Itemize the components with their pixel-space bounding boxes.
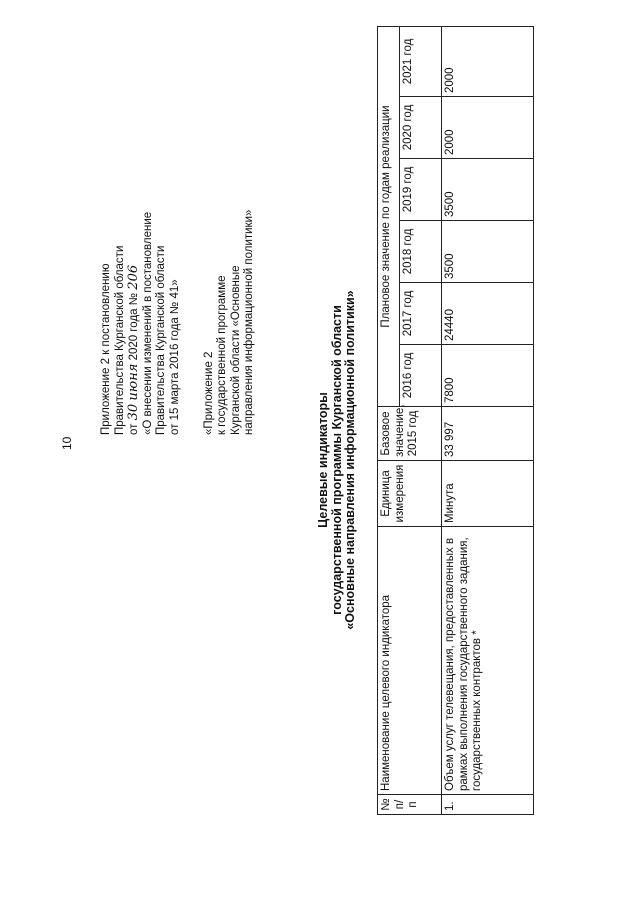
reference-line: к государственной программе [216, 275, 229, 435]
appendix-date-line [127, 5, 142, 435]
row-indicator-name: Объем услуг телевещания, предоставленных в рамках выполнения государственного задания, государственных контрактов * [442, 527, 534, 795]
handwritten-day: 30 [126, 403, 142, 421]
appendix-line: от 15 марта 2016 года № 41» [168, 279, 181, 435]
header-year: 2017 год [400, 283, 442, 345]
handwritten-number: 206 [126, 264, 142, 290]
header-year: 2018 год [400, 221, 442, 283]
appendix-header [100, 5, 257, 435]
row-value-2019: 3500 [442, 159, 534, 221]
handwritten-month: июня [126, 363, 142, 401]
indicators-table [377, 26, 534, 815]
row-value-2020: 2000 [442, 97, 534, 159]
row-base-value: 33 997 [442, 407, 534, 461]
header-name: Наименование целевого индикатора [378, 527, 442, 795]
row-value-2021: 2000 [442, 26, 534, 96]
row-value-2017: 24440 [442, 283, 534, 345]
date-year: 2020 года № [128, 292, 141, 361]
row-unit: Минута [442, 461, 534, 527]
header-year: 2021 год [400, 26, 442, 96]
reference-line: «Приложение 2 [202, 351, 215, 435]
document-title [317, 245, 358, 675]
header-num: № п/п [378, 795, 442, 815]
title-line: государственной программы Курганской области [329, 305, 344, 615]
appendix-line: «О внесении изменений в постановление [141, 211, 154, 435]
reference-line: Курганской области «Основные [229, 265, 242, 435]
table-row [442, 26, 534, 814]
row-value-2016: 7800 [442, 345, 534, 407]
appendix-line: Приложение 2 к постановлению [100, 263, 112, 435]
appendix-line: Правительства Курганской области [155, 245, 168, 435]
title-line: «Основные направления информационной политики» [343, 290, 358, 630]
title-line: Целевые индикаторы [316, 392, 330, 528]
date-prefix: от [128, 423, 141, 435]
appendix-line: Правительства Курганской области [113, 245, 126, 435]
header-unit: Единица измерения [378, 461, 442, 527]
page-number: 10 [60, 436, 74, 450]
header-base: Базовое значение, 2015 год [378, 407, 442, 461]
header-year: 2020 год [400, 97, 442, 159]
row-num: 1. [442, 795, 534, 815]
header-planned: Плановое значение по годам реализации [378, 26, 400, 406]
header-year: 2016 год [400, 345, 442, 407]
header-year: 2019 год [400, 159, 442, 221]
reference-line: направления информационной политики» [243, 209, 256, 435]
row-value-2018: 3500 [442, 221, 534, 283]
